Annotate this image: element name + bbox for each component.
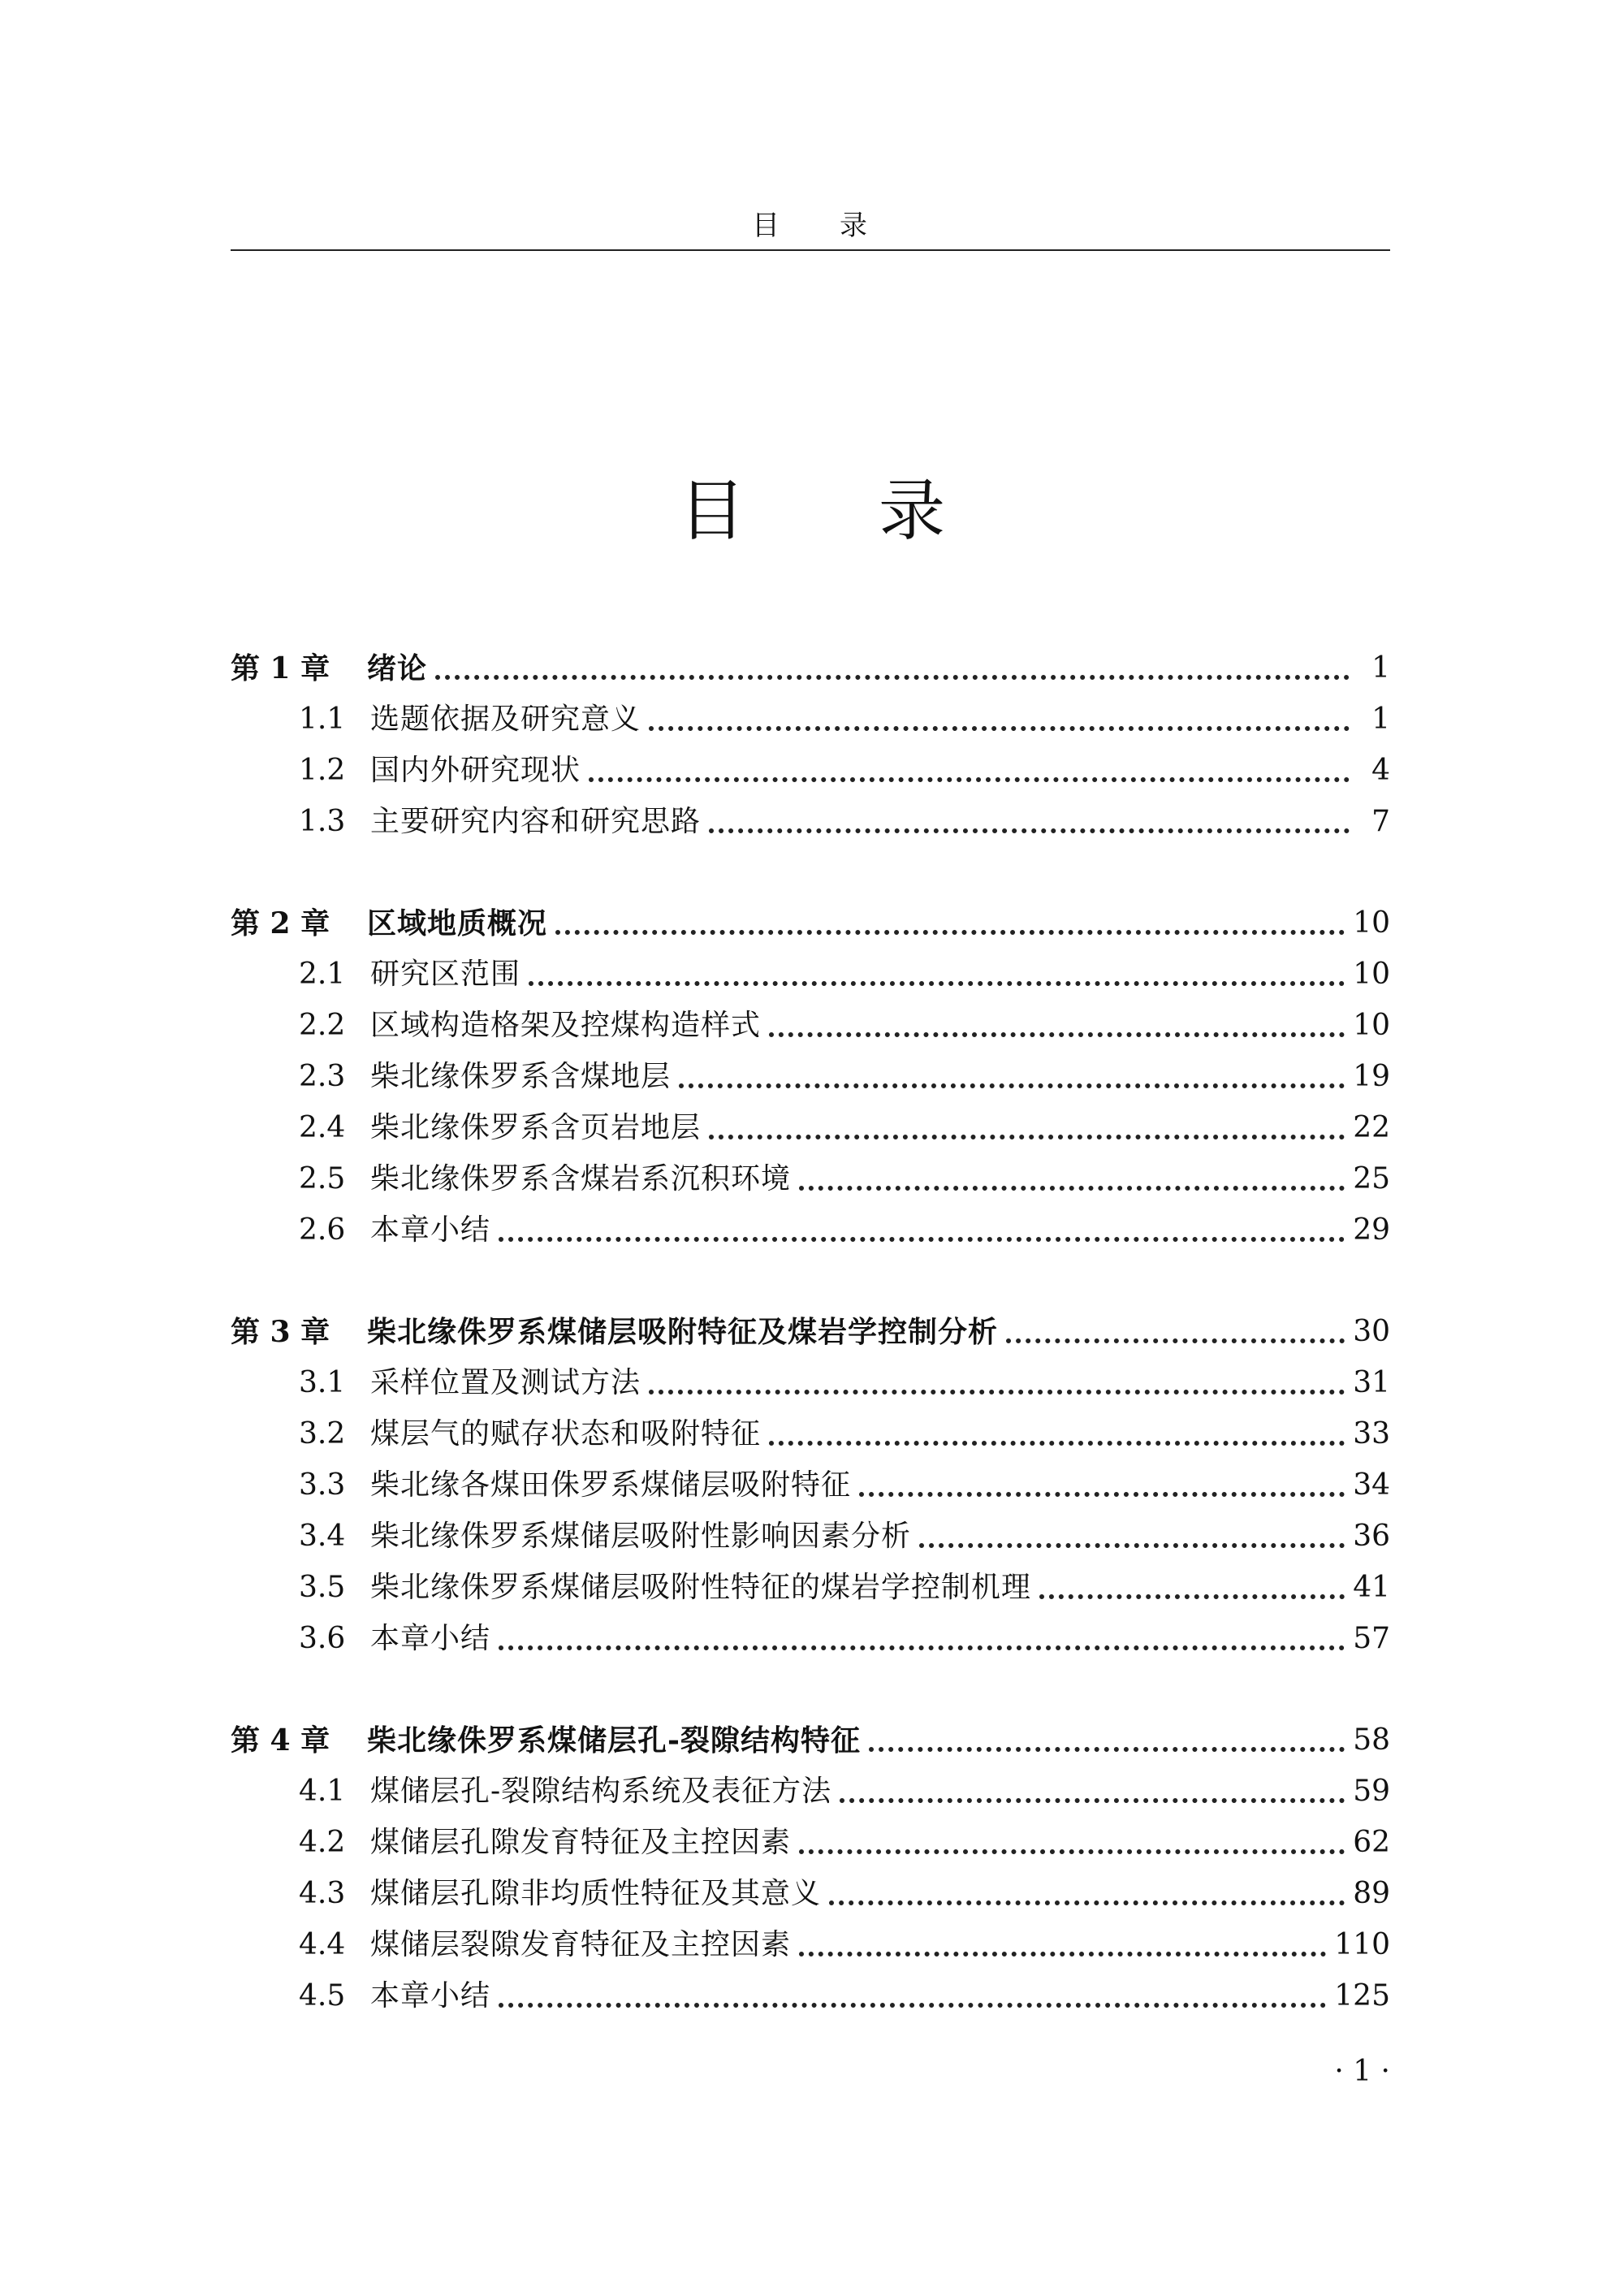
dot-leader (869, 1747, 1345, 1752)
header-rule (231, 249, 1390, 251)
entry-page-number: 19 (1353, 1060, 1390, 1093)
entry-title: 柴北缘侏罗系煤储层孔-裂隙结构特征 (367, 1723, 861, 1758)
dot-leader (919, 1543, 1345, 1548)
table-of-contents (231, 635, 1390, 2065)
entry-number: 3.2 (299, 1417, 346, 1451)
entry-number: 4.5 (299, 1979, 346, 2013)
toc-section-entry[interactable] (231, 1758, 1390, 1810)
entry-title: 本章小结 (370, 1622, 491, 1655)
entry-title: 煤储层孔-裂隙结构系统及表征方法 (370, 1775, 832, 1808)
dot-leader (840, 1798, 1345, 1803)
entry-title: 区域构造格架及控煤构造样式 (370, 1009, 762, 1042)
entry-title: 研究区范围 (370, 958, 521, 991)
entry-number: 第 3 章 (231, 1315, 330, 1349)
toc-section-entry[interactable] (231, 941, 1390, 992)
toc-chapter-entry[interactable] (231, 635, 1390, 686)
page-title: 目 录 (678, 473, 945, 550)
entry-number: 3.5 (299, 1571, 346, 1604)
entry-title: 本章小结 (370, 1979, 491, 2013)
entry-page-number: 4 (1371, 754, 1390, 787)
toc-chapter-block (231, 635, 1390, 840)
toc-section-entry[interactable] (231, 1810, 1390, 1861)
entry-page-number: 31 (1353, 1366, 1390, 1399)
entry-page-number: 110 (1334, 1928, 1390, 1961)
entry-title: 主要研究内容和研究思路 (370, 805, 702, 838)
entry-number: 2.2 (299, 1009, 346, 1042)
entry-page-number: 58 (1353, 1723, 1390, 1757)
toc-chapter-entry[interactable] (231, 1299, 1390, 1350)
entry-title: 煤储层孔隙非均质性特征及其意义 (370, 1877, 822, 1910)
entry-title: 柴北缘侏罗系煤储层吸附特征及煤岩学控制分析 (367, 1315, 999, 1349)
dot-leader (769, 1032, 1345, 1037)
toc-section-entry[interactable] (231, 1146, 1390, 1197)
entry-page-number: 10 (1353, 1009, 1390, 1042)
entry-page-number: 41 (1353, 1571, 1390, 1604)
toc-section-entry[interactable] (231, 1861, 1390, 1912)
entry-title: 柴北缘各煤田侏罗系煤储层吸附特征 (370, 1468, 852, 1502)
dot-leader (799, 1849, 1345, 1854)
entry-number: 3.4 (299, 1520, 346, 1553)
entry-page-number: 57 (1353, 1622, 1390, 1655)
entry-number: 4.4 (299, 1928, 346, 1961)
entry-number: 1.2 (299, 754, 346, 787)
dot-leader (799, 1186, 1345, 1191)
entry-page-number: 29 (1353, 1213, 1390, 1247)
running-head: 目 录 (752, 210, 869, 242)
entry-title: 柴北缘侏罗系煤储层吸附性影响因素分析 (370, 1520, 912, 1553)
entry-number: 4.1 (299, 1775, 346, 1808)
entry-number: 1.3 (299, 805, 346, 838)
toc-section-entry[interactable] (231, 789, 1390, 840)
dot-leader (499, 2003, 1326, 2008)
toc-section-entry[interactable] (231, 1044, 1390, 1095)
entry-title: 采样位置及测试方法 (370, 1366, 641, 1399)
entry-page-number: 1 (1371, 651, 1390, 685)
dot-leader (555, 930, 1345, 935)
dot-leader (1039, 1594, 1345, 1599)
toc-section-entry[interactable] (231, 1197, 1390, 1248)
entry-page-number: 34 (1353, 1468, 1390, 1502)
entry-page-number: 10 (1353, 906, 1390, 940)
dot-leader (589, 777, 1350, 782)
entry-page-number: 59 (1353, 1775, 1390, 1808)
entry-title: 选题依据及研究意义 (370, 703, 641, 736)
entry-number: 3.3 (299, 1468, 346, 1502)
entry-number: 4.2 (299, 1826, 346, 1859)
entry-number: 第 2 章 (231, 906, 330, 940)
entry-title: 煤储层孔隙发育特征及主控因素 (370, 1826, 792, 1859)
dot-leader (1006, 1338, 1345, 1343)
entry-number: 3.6 (299, 1622, 346, 1655)
entry-number: 第 4 章 (231, 1723, 330, 1758)
entry-number: 2.4 (299, 1111, 346, 1144)
dot-leader (799, 1952, 1326, 1957)
toc-section-entry[interactable] (231, 992, 1390, 1044)
entry-page-number: 7 (1371, 805, 1390, 838)
toc-section-entry[interactable] (231, 737, 1390, 789)
entry-page-number: 62 (1353, 1826, 1390, 1859)
toc-chapter-entry[interactable] (231, 890, 1390, 941)
entry-number: 第 1 章 (231, 651, 330, 685)
toc-section-entry[interactable] (231, 1401, 1390, 1452)
dot-leader (709, 828, 1350, 833)
entry-page-number: 30 (1353, 1315, 1390, 1348)
dot-leader (649, 1390, 1345, 1394)
entry-page-number: 1 (1371, 703, 1390, 736)
entry-title: 煤层气的赋存状态和吸附特征 (370, 1417, 762, 1451)
dot-leader (435, 675, 1350, 680)
entry-title: 煤储层裂隙发育特征及主控因素 (370, 1928, 792, 1961)
dot-leader (499, 1645, 1345, 1650)
toc-section-entry[interactable] (231, 686, 1390, 737)
entry-page-number: 10 (1353, 958, 1390, 991)
entry-title: 区域地质概况 (367, 906, 548, 940)
dot-leader (769, 1441, 1345, 1446)
toc-section-entry[interactable] (231, 1095, 1390, 1146)
toc-chapter-block (231, 890, 1390, 1248)
dot-leader (679, 1083, 1345, 1088)
entry-page-number: 125 (1334, 1979, 1390, 2013)
toc-chapter-entry[interactable] (231, 1707, 1390, 1758)
page-folio: · 1 · (1334, 2055, 1390, 2088)
entry-page-number: 33 (1353, 1417, 1390, 1451)
toc-chapter-block (231, 1707, 1390, 2014)
toc-section-entry[interactable] (231, 1452, 1390, 1503)
entry-page-number: 36 (1353, 1520, 1390, 1553)
entry-number: 3.1 (299, 1366, 346, 1399)
entry-page-number: 22 (1353, 1111, 1390, 1144)
dot-leader (499, 1237, 1345, 1242)
entry-number: 2.3 (299, 1060, 346, 1093)
entry-number: 1.1 (299, 703, 346, 736)
dot-leader (829, 1900, 1345, 1905)
toc-section-entry[interactable] (231, 1350, 1390, 1401)
entry-number: 4.3 (299, 1877, 346, 1910)
entry-number: 2.1 (299, 958, 346, 991)
entry-number: 2.5 (299, 1162, 346, 1196)
entry-page-number: 25 (1353, 1162, 1390, 1196)
entry-number: 2.6 (299, 1213, 346, 1247)
dot-leader (859, 1492, 1345, 1497)
dot-leader (649, 726, 1350, 731)
toc-section-entry[interactable] (231, 1503, 1390, 1554)
toc-section-entry[interactable] (231, 1963, 1390, 2014)
entry-title: 柴北缘侏罗系含页岩地层 (370, 1111, 702, 1144)
toc-section-entry[interactable] (231, 1606, 1390, 1657)
entry-title: 本章小结 (370, 1213, 491, 1247)
toc-section-entry[interactable] (231, 1554, 1390, 1606)
entry-title: 柴北缘侏罗系煤储层吸附性特征的煤岩学控制机理 (370, 1571, 1032, 1604)
entry-title: 绪论 (367, 651, 428, 685)
entry-page-number: 89 (1353, 1877, 1390, 1910)
entry-title: 国内外研究现状 (370, 754, 581, 787)
dot-leader (529, 981, 1345, 986)
entry-title: 柴北缘侏罗系含煤地层 (370, 1060, 672, 1093)
dot-leader (709, 1135, 1345, 1139)
toc-chapter-block (231, 1299, 1390, 1657)
toc-section-entry[interactable] (231, 1912, 1390, 1963)
entry-title: 柴北缘侏罗系含煤岩系沉积环境 (370, 1162, 792, 1196)
